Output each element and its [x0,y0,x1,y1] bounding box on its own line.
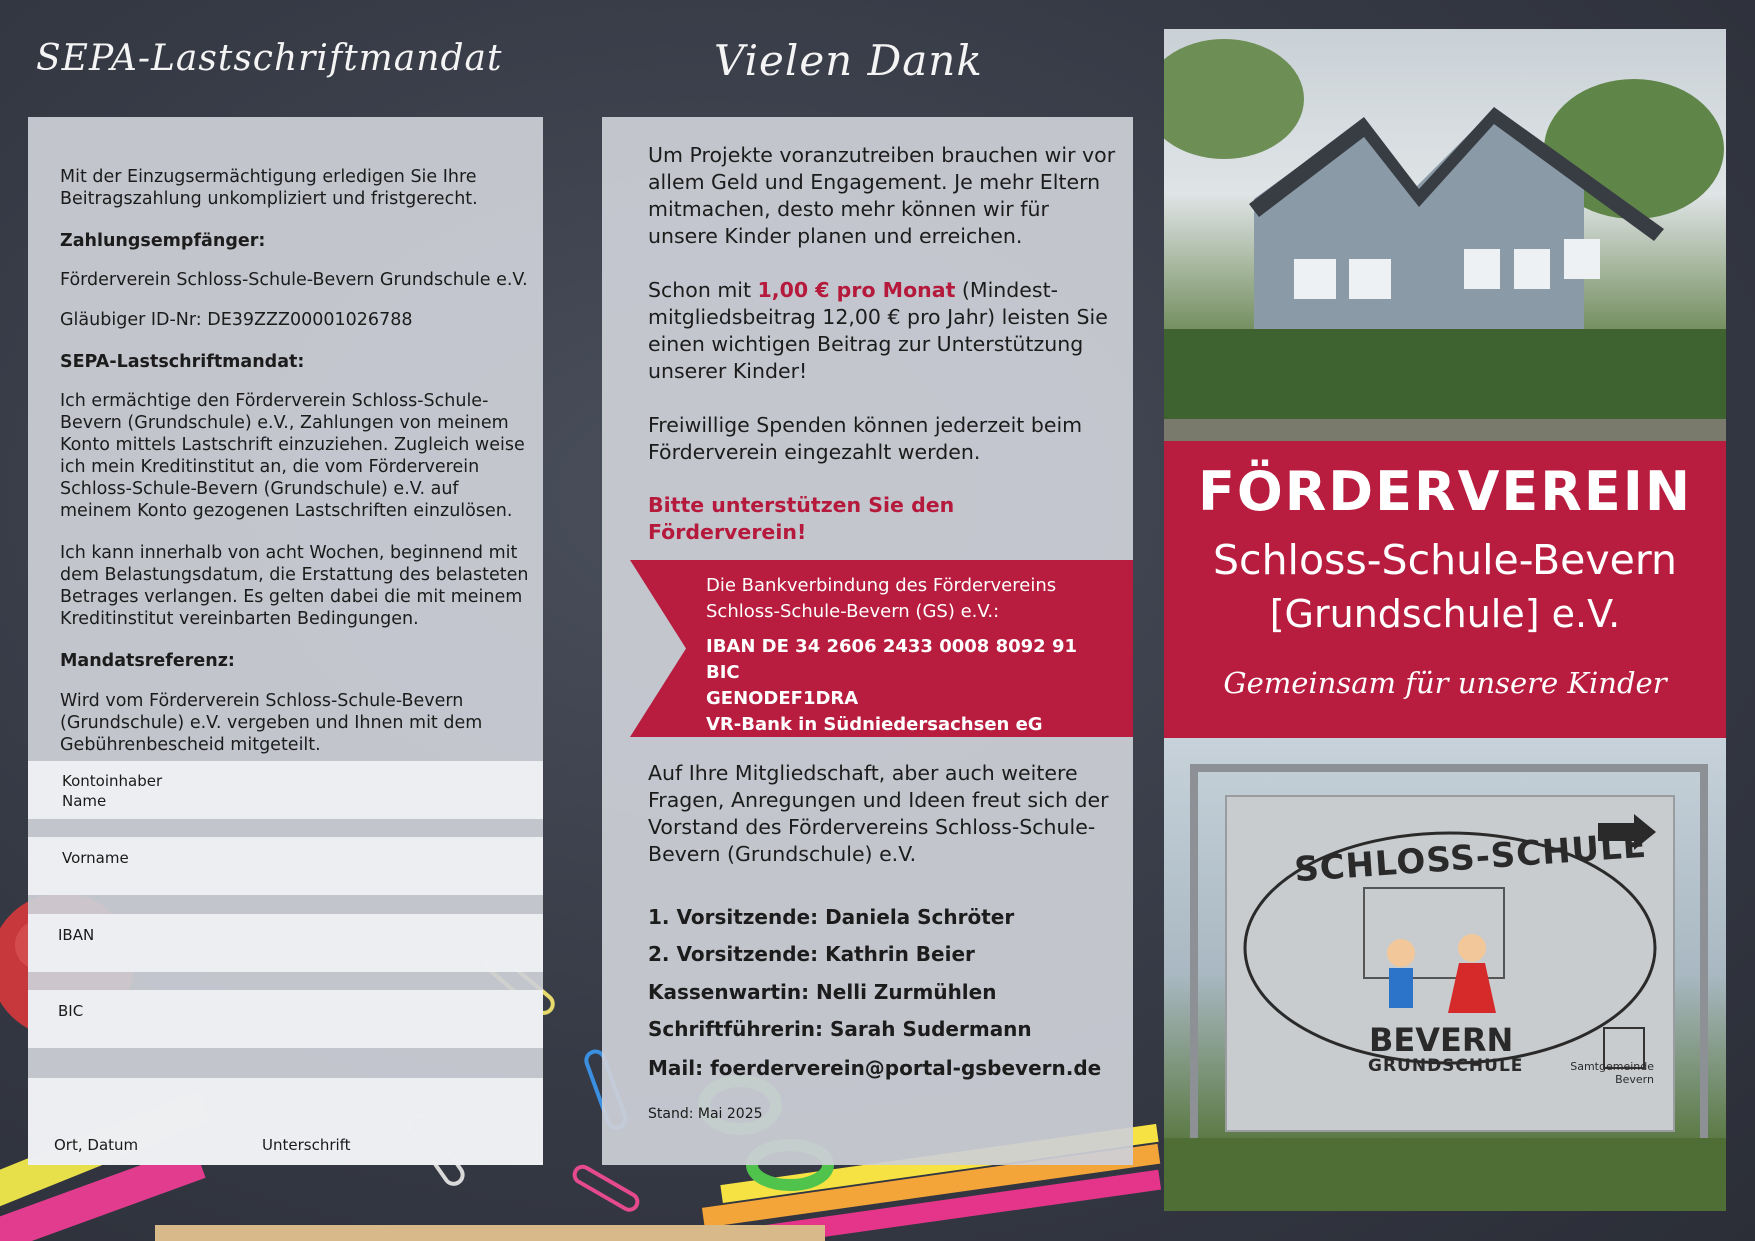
sign-municipality: Samtgemeinde Bevern [1570,1060,1654,1086]
sepa-title: SEPA-Lastschriftmandat [36,38,503,79]
place-date-label: Ort, Datum [54,1136,139,1154]
board-member: Kassenwartin: Nelli Zurmühlen [648,980,997,1004]
mandate-heading: SEPA-Lastschriftmandat: [60,351,305,372]
bank-name: VR-Bank in Südniedersachsen eG [706,714,1043,735]
sepa-text [60,148,530,776]
appeal-text: Bitte unterstützen Sie den Förderverein! [648,493,955,544]
contact-email[interactable]: Mail: foerderverein@portal-gsbevern.de [648,1056,1102,1080]
recipient-name: Förderverein Schloss-Schule-Bevern Grundschule e.V. [60,270,528,290]
bank-intro: Die Bankverbindung des Fördervereins Schloss-Schule-Bevern (GS) e.V.: [706,575,1057,622]
first-name-label: Vorname [62,849,129,867]
sign-bevern: BEVERN [1369,1021,1514,1059]
refund-text: Ich kann innerhalb von acht Wochen, beginnend mit dem Belastungsdatum, die Erstattung des belasteten Betrages verlangen. Es gelten dabei die mit meinem Kreditinstitut vereinbarten Bedingungen. [60,543,529,629]
school-sign-photo [1164,738,1726,1211]
tagline: Gemeinsam für unsere Kinder [1223,666,1667,700]
thanks-title: Vielen Dank [714,36,983,85]
sign-arc-text: SCHLOSS-SCHULE [1293,825,1649,891]
sign-grundschule: GRUNDSCHULE [1368,1056,1524,1076]
sub-heading-2: [Grundschule] e.V. [1269,592,1621,636]
iban-label: IBAN [58,926,95,944]
main-heading: FÖRDERVEREIN [1197,460,1693,523]
sub-heading-1: Schloss-Schule-Bevern [1213,536,1677,584]
bic-field[interactable] [28,990,543,1048]
account-holder-label: Kontoinhaber Name [62,772,163,810]
bank-account [706,634,1116,738]
board-list [648,904,1101,1081]
iban-line: IBAN DE 34 2606 2433 0008 8092 91 BIC [706,636,1078,683]
signature-label: Unterschrift [262,1136,351,1154]
creditor-id: Gläubiger ID-Nr: DE39ZZZ00001026788 [60,309,413,330]
recipient-heading: Zahlungsempfänger: [60,230,266,251]
iban-field[interactable] [28,914,543,972]
fee-paragraph: Schon mit 1,00 € pro Monat (Mindest-mitgliedsbeitrag 12,00 € pro Jahr) leisten Sie einen wichtigen Beitrag zur Unterstützung unserer Kinder! [648,278,1108,383]
bic-label: BIC [58,1002,84,1020]
reference-heading: Mandatsreferenz: [60,651,235,671]
board-member: 1. Vorsitzende: Daniela Schröter [648,905,1015,929]
monthly-fee-highlight: 1,00 € pro Monat [757,278,956,302]
bic-line: GENODEF1DRA [706,688,859,709]
board-member: Schriftführerin: Sarah Sudermann [648,1017,1032,1041]
school-building-photo [1164,29,1726,441]
reference-text: Wird vom Förderverein Schloss-Schule-Bevern (Grundschule) e.V. vergeben und Ihnen mit dem Gebührenbescheid mitgeteilt. [60,690,483,755]
sepa-intro: Mit der Einzugsermächtigung erledigen Sie Ihre Beitragszahlung unkompliziert und fristgerecht. [60,166,478,209]
donation-paragraph: Freiwillige Spenden können jederzeit beim Förderverein eingezahlt werden. [648,413,1083,464]
title-band [1164,441,1726,738]
mandate-text: Ich ermächtige den Förderverein Schloss-Schule-Bevern (Grundschule) e.V., Zahlungen von meinem Konto mittels Lastschrift einzuziehen. Zugleich weise ich mein Kreditinstitut an, die vom Förderverein Schloss-Schule-Bevern (Grundschule) e.V. auf meinem Konto gezogenen Lastschriften einzulösen. [60,391,525,521]
board-member: 2. Vorsitzende: Kathrin Beier [648,942,975,966]
status-date: Stand: Mai 2025 [648,1106,763,1122]
contact-paragraph: Auf Ihre Mitgliedschaft, aber auch weitere Fragen, Anregungen und Ideen freut sich der Vorstand des Fördervereins Schloss-Schule-Bevern (Grundschule) e.V. [648,761,1109,866]
intro-paragraph: Um Projekte voranzutreiben brauchen wir vor allem Geld und Engagement. Je mehr Eltern mitmachen, desto mehr können wir für unsere Kinder planen und erreichen. [648,143,1116,248]
